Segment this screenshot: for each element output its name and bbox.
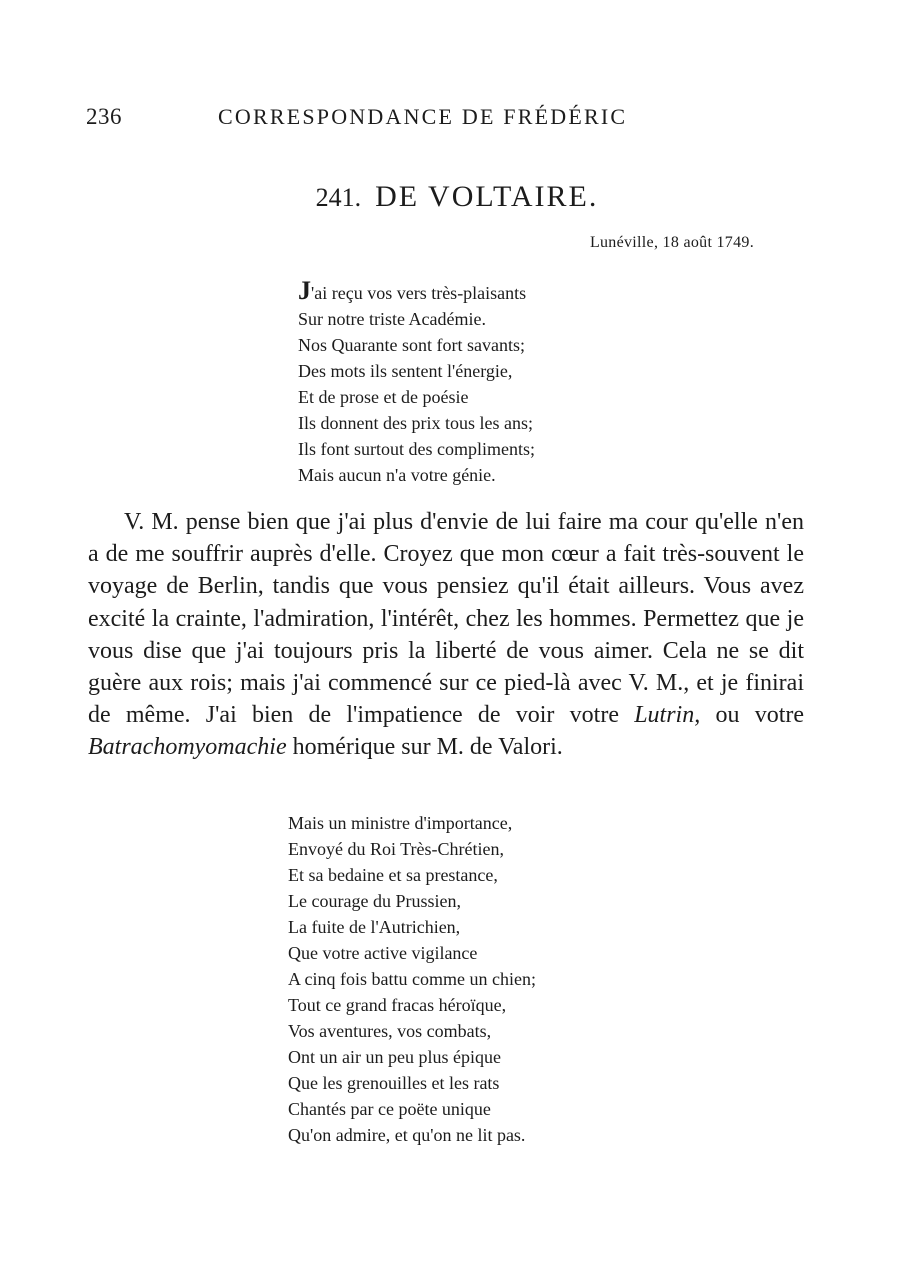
verse-line: Qu'on admire, et qu'on ne lit pas. xyxy=(288,1125,526,1145)
verse-line: Ont un air un peu plus épique xyxy=(288,1047,501,1067)
dateline: Lunéville, 18 août 1749. xyxy=(589,234,754,251)
verse-line: Le courage du Prussien, xyxy=(288,891,461,911)
verse-line: Ils donnent des prix tous les ans; xyxy=(298,413,533,433)
drop-cap: J xyxy=(298,276,311,305)
verse-line: Que les grenouilles et les rats xyxy=(288,1073,500,1093)
verse-line: Et sa bedaine et sa prestance, xyxy=(288,865,498,885)
italic-title-lutrin: Lutrin, xyxy=(634,702,701,729)
italic-title-batrachomyomachie: Batrachomyomachie xyxy=(88,734,287,761)
opening-verse xyxy=(298,276,535,488)
page-number: 236 xyxy=(86,104,122,129)
verse-line: La fuite de l'Autrichien, xyxy=(288,917,461,937)
verse-line: Mais aucun n'a votre génie. xyxy=(298,465,496,485)
verse-line: A cinq fois battu comme un chien; xyxy=(288,969,536,989)
letter-heading xyxy=(0,180,900,214)
verse-line: Mais un ministre d'importance, xyxy=(288,813,513,833)
verse-line: Ils font surtout des compliments; xyxy=(298,439,535,459)
letter-number: 241. xyxy=(315,183,362,212)
running-head xyxy=(86,104,816,134)
verse-line: J'ai reçu vos vers très-plaisants xyxy=(298,276,527,305)
verse-line: Envoyé du Roi Très-Chrétien, xyxy=(288,839,504,859)
letter-title: DE VOLTAIRE. xyxy=(375,180,599,213)
verse-line: Tout ce grand fracas héroïque, xyxy=(288,995,507,1015)
prose-paragraph: V. M. pense bien que j'ai plus d'envie de lui faire ma cour qu'elle n'en a de me souffrir auprès d'elle. Croyez que mon cœur a fait très-souvent le voyage de Berlin, tandis que vous pensiez qu'il était ailleurs. Vous avez excité la crainte, l'admiration, l'intérêt, chez les hommes. Permettez que je vous dise que j'ai toujours pris la liberté de vous aimer. Cela ne se dit guère aux rois; mais j'ai commencé sur ce pied-là avec V. M., et je finirai de même. J'ai bien de l'impatience de voir votre Lutrin, ou votre Batrachomyomachie homérique sur M. de Valori. xyxy=(88,509,805,761)
verse-line: Que votre active vigilance xyxy=(288,943,478,963)
running-title: CORRESPONDANCE DE FRÉDÉRIC xyxy=(218,104,628,129)
verse-line: Et de prose et de poésie xyxy=(298,387,469,407)
verse-line: Nos Quarante sont fort savants; xyxy=(298,335,525,355)
closing-verse xyxy=(288,810,536,1148)
verse-line: Sur notre triste Académie. xyxy=(298,309,486,329)
verse-line: Chantés par ce poëte unique xyxy=(288,1099,491,1119)
verse-line: Vos aventures, vos combats, xyxy=(288,1021,492,1041)
verse-line: Des mots ils sentent l'énergie, xyxy=(298,361,513,381)
